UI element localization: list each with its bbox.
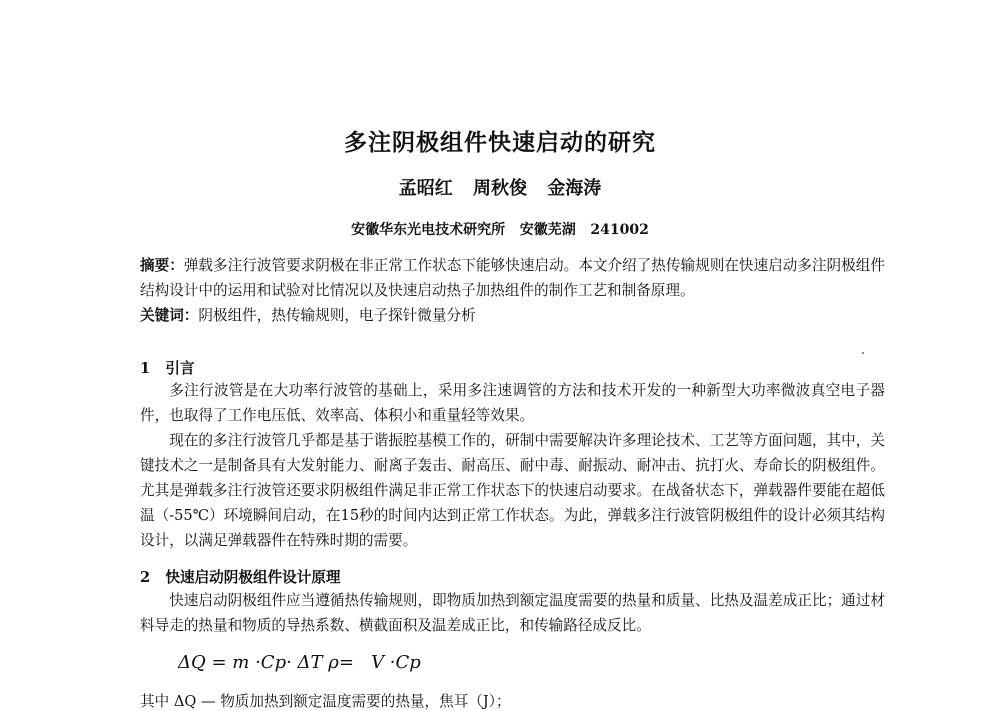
paper-title: 多注阴极组件快速启动的研究 [344,129,656,156]
section-1-body [140,378,885,553]
section-1-heading: 1 引言 [140,360,195,377]
abstract [140,253,885,303]
abstract-text: 弹载多注行波管要求阴极在非正常工作状态下能够快速启动。本文介绍了热传输规则在快速启动多注阴极组件结构设计中的运用和试验对比情况以及快速启动热子加热组件的制作工艺和制备原理。 [140,257,885,299]
section-1-paragraph: 多注行波管是在大功率行波管的基础上，采用多注速调管的方法和技术开发的一种新型大功率微波真空电子器件，也取得了工作电压低、效率高、体积小和重量轻等效果。 [140,382,885,424]
section-2-heading: 2 快速启动阴极组件设计原理 [140,569,341,586]
heat-formula: ΔQ = m ·Cp· ΔT ρ= V ·Cp [178,652,421,673]
keywords-label: 关键词： [140,307,199,324]
section-2-body [140,588,885,638]
paper-authors: 孟昭红 周秋俊 金海涛 [398,178,602,199]
section-2-paragraph: 快速启动阴极组件应当遵循热传输规则，即物质加热到额定温度需要的热量和质量、比热及温差成正比；通过材料导走的热量和物质的导热系数、横截面积及温差成正比，和传输路径成反比。 [140,592,885,634]
keywords-text: 阴极组件，热传输规则，电子探针微量分析 [198,307,476,324]
formula-legend-line: 其中 ΔQ — 物质加热到额定温度需要的热量，焦耳（J）； [140,693,511,710]
scan-speck [862,352,864,354]
abstract-label: 摘要： [140,257,184,274]
abstract-block [140,253,885,328]
section-1-paragraph: 现在的多注行波管几乎都是基于谐振腔基模工作的，研制中需要解决许多理论技术、工艺等方面问题，其中，关键技术之一是制备具有大发射能力、耐离子轰击、耐高压、耐中毒、耐振动、耐冲击、抗打火、寿命长的阴极组件。尤其是弹载多注行波管还要求阴极组件满足非正常工作状态下的快速启动要求。在战备状态下，弹载器件要能在超低温（-55℃）环境瞬间启动，在15秒的时间内达到正常工作状态。为此，弹载多注行波管阴极组件的设计必须其结构设计，以满足弹载器件在特殊时期的需要。 [140,432,885,549]
paper-affiliation: 安徽华东光电技术研究所 安徽芜湖 241002 [351,222,649,238]
keywords [140,303,885,328]
